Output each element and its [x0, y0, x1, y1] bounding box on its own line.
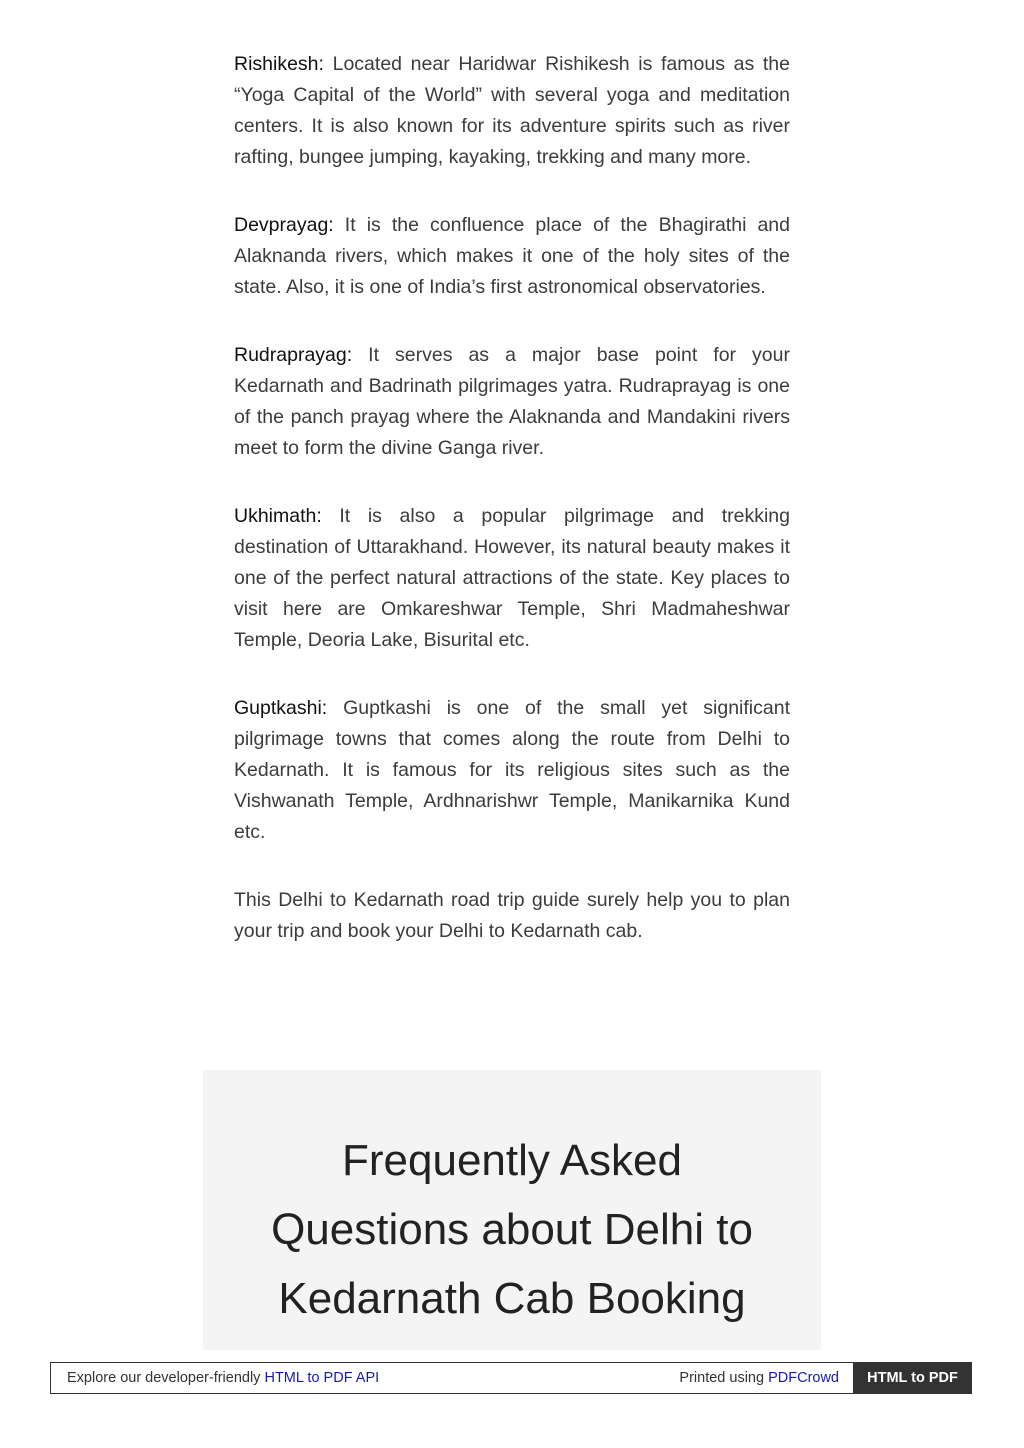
term-label: Devprayag:: [234, 214, 334, 236]
paragraph-ukhimath: [234, 501, 790, 656]
html-to-pdf-button[interactable]: HTML to PDF: [853, 1362, 972, 1394]
footer-promo-text: Explore our developer-friendly: [67, 1370, 265, 1386]
paragraph-rudraprayag: [234, 340, 790, 464]
paragraph-rishikesh: [234, 49, 790, 173]
paragraph-text: Located near Haridwar Rishikesh is famous as the “Yoga Capital of the World” with several yoga and meditation centers. It is also known for its adventure spirits such as river rafting, bungee jumping, kayaking, trekking and many more.: [234, 53, 790, 168]
paragraph-text: Guptkashi is one of the small yet significant pilgrimage towns that comes along the route from Delhi to Kedarnath. It is famous for its religious sites such as the Vishwanath Temple, Ardhnarishwr Temple, Manikarnika Kund etc.: [234, 697, 790, 843]
faq-section: [203, 1070, 821, 1350]
paragraph-text: It is also a popular pilgrimage and trekking destination of Uttarakhand. However, its natural beauty makes it one of the perfect natural attractions of the state. Key places to visit here are Omkareshwar Temple, Shri Madmaheshwar Temple, Deoria Lake, Bisurital etc.: [234, 505, 790, 651]
term-label: Rudraprayag:: [234, 344, 353, 366]
term-label: Guptkashi:: [234, 697, 328, 719]
term-label: Ukhimath:: [234, 505, 322, 527]
paragraph-devprayag: [234, 210, 790, 303]
faq-heading-line: Frequently Asked: [342, 1136, 682, 1185]
paragraph-text: This Delhi to Kedarnath road trip guide surely help you to plan your trip and book your Delhi to Kedarnath cab.: [234, 889, 790, 942]
footer-printed-text: Printed using: [679, 1370, 769, 1386]
article-body: [234, 49, 790, 984]
paragraph-text: It is the confluence place of the Bhagirathi and Alaknanda rivers, which makes it one of the holy sites of the state. Also, it is one of India’s first astronomical observatories.: [234, 214, 790, 298]
paragraph-text: It serves as a major base point for your Kedarnath and Badrinath pilgrimages yatra. Rudraprayag is one of the panch prayag where the Alaknanda and Mandakini rivers meet to form the divine Ganga river.: [234, 344, 790, 459]
pdf-footer-bar: [50, 1362, 972, 1394]
faq-heading-line: Questions about Delhi to: [271, 1205, 753, 1254]
html-to-pdf-api-link[interactable]: HTML to PDF API: [264, 1370, 380, 1386]
footer-printed-using: [679, 1363, 839, 1393]
faq-heading: [203, 1126, 821, 1333]
paragraph-conclusion: [234, 885, 790, 947]
paragraph-guptkashi: [234, 693, 790, 848]
pdfcrowd-link[interactable]: PDFCrowd: [768, 1370, 839, 1386]
term-label: Rishikesh:: [234, 53, 324, 75]
faq-heading-line: Kedarnath Cab Booking: [278, 1274, 746, 1323]
footer-promo: [67, 1363, 379, 1393]
